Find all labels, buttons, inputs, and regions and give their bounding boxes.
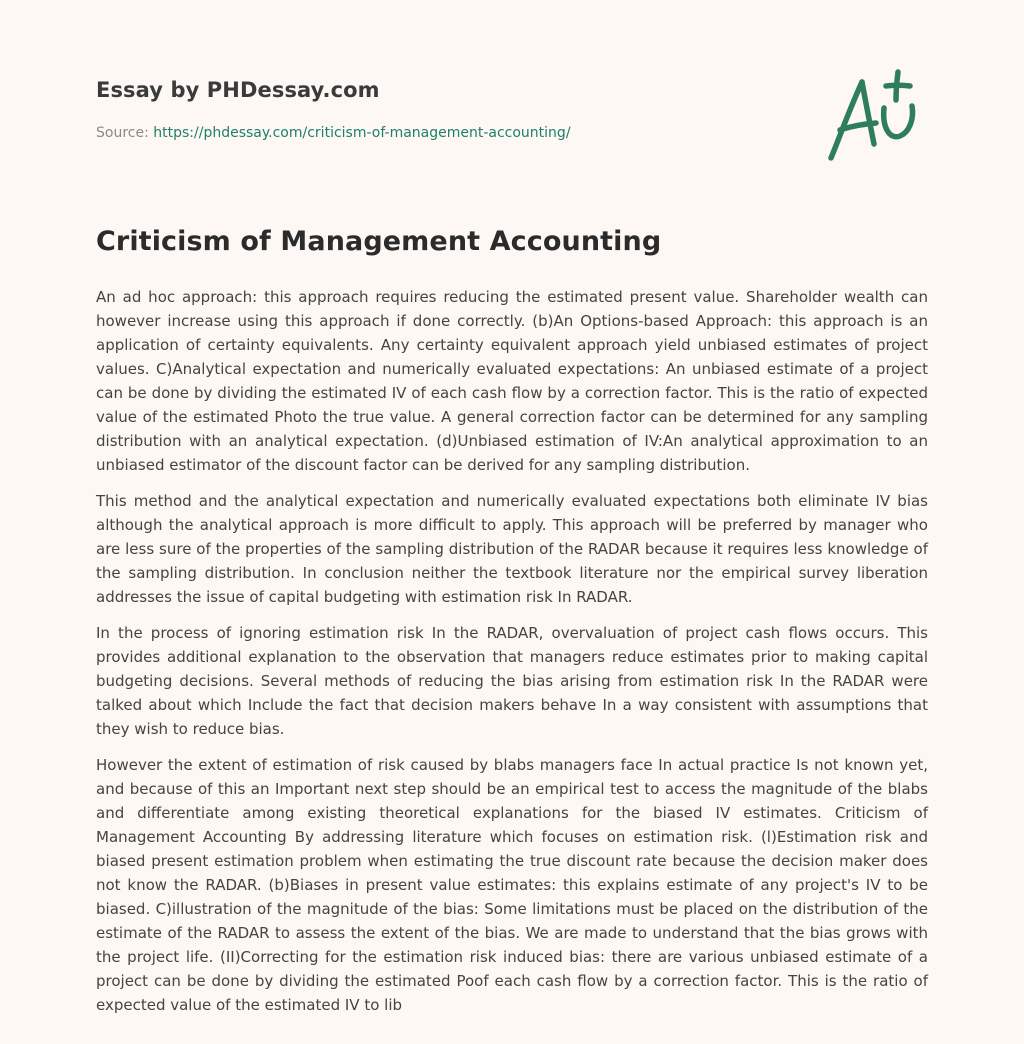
source-line xyxy=(96,125,571,141)
a-plus-logo-icon xyxy=(826,66,926,166)
source-link[interactable]: https://phdessay.com/criticism-of-management-accounting/ xyxy=(153,125,571,141)
article-paragraph: An ad hoc approach: this approach requires reducing the estimated present value. Shareholder wealth can however increase using this approach if done correctly. (b)An Options-based Approach: this approach is an application of certainty equivalents. Any certainty equivalent approach yield unbiased estimates of project values. C)Analytical expectation and numerically evaluated expectations: An unbiased estimate of a project can be done by dividing the estimated IV of each cash flow by a correction factor. This is the ratio of expected value of the estimated Photo the true value. A general correction factor can be determined for any sampling distribution with an analytical expectation. (d)Unbiased estimation of IV:An analytical approximation to an unbiased estimator of the discount factor can be derived for any sampling distribution. xyxy=(96,288,928,474)
article-paragraph: In the process of ignoring estimation risk In the RADAR, overvaluation of project cash flows occurs. This provides additional explanation to the observation that managers reduce estimates prior to making capital budgeting decisions. Several methods of reducing the bias arising from estimation risk In the RADAR were talked about which Include the fact that decision makers behave In a way consistent with assumptions that they wish to reduce bias. xyxy=(96,624,928,738)
article-body xyxy=(96,285,928,1029)
source-label: Source: xyxy=(96,125,154,141)
article-paragraph: However the extent of estimation of risk caused by blabs managers face In actual practice Is not known yet, and because of this an Important next step should be an empirical test to access the magnitude of the blabs and differentiate among existing theoretical explanations for the biased IV estimates. Criticism of Management Accounting By addressing literature which focuses on estimation risk. (l)Estimation risk and biased present estimation problem when estimating the true discount rate because the decision maker does not know the RADAR. (b)Biases in present value estimates: this explains estimate of any project's IV to be biased. C)illustration of the magnitude of the bias: Some limitations must be placed on the distribution of the estimate of the RADAR to assess the extent of the bias. We are made to understand that the bias grows with the project life. (II)Correcting for the estimation risk induced bias: there are various unbiased estimate of a project can be done by dividing the estimated Poof each cash flow by a correction factor. This is the ratio of expected value of the estimated IV to lib xyxy=(96,756,928,1014)
article-paragraph: This method and the analytical expectation and numerically evaluated expectations both eliminate IV bias although the analytical approach is more difficult to apply. This approach will be preferred by manager who are less sure of the properties of the sampling distribution of the RADAR because it requires less knowledge of the sampling distribution. In conclusion neither the textbook literature nor the empirical survey liberation addresses the issue of capital budgeting with estimation risk In RADAR. xyxy=(96,492,928,606)
site-brand: Essay by PHDessay.com xyxy=(96,78,380,102)
page-title: Criticism of Management Accounting xyxy=(96,226,662,257)
page-header xyxy=(96,0,928,200)
